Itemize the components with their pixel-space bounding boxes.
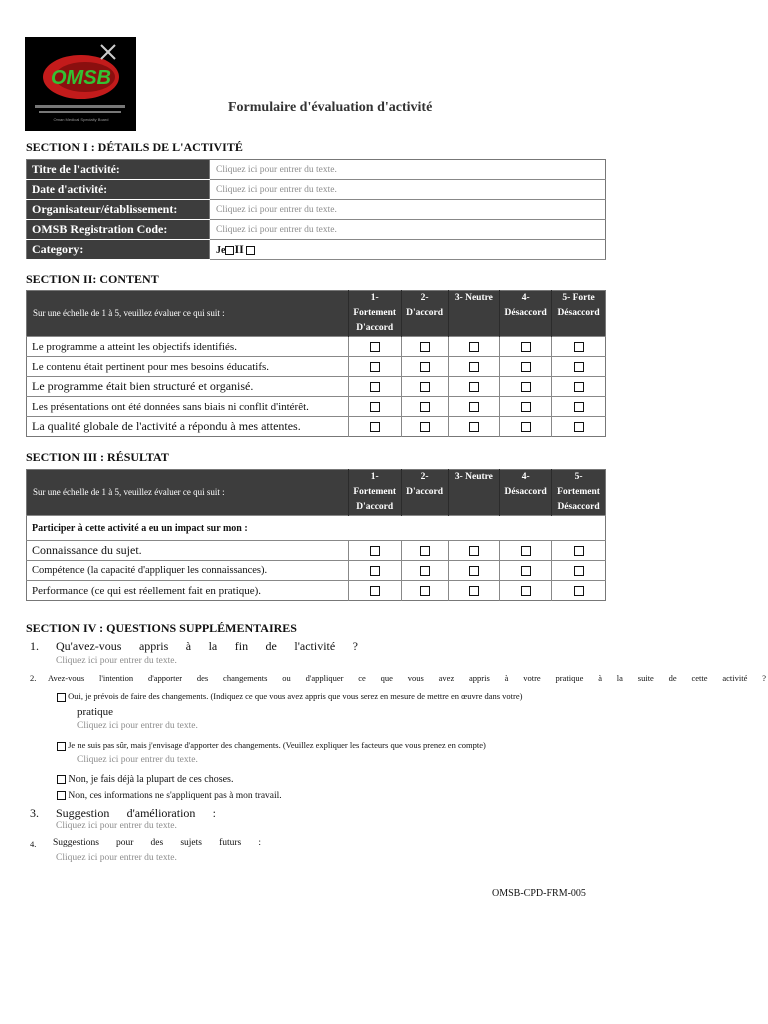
option-not-applicable-label: Non, ces informations ne s'appliquent pas à mon travail. [68,791,282,801]
rating-checkbox[interactable] [420,402,430,412]
question-1-number: 1. [30,639,39,653]
content-row [27,377,606,397]
outcome-item: Connaissance du sujet. [27,541,349,561]
label-organizer: Organisateur/établissement: [27,200,210,220]
label-date: Date d'activité: [27,180,210,200]
outcome-row [27,561,606,581]
outcome-intro: Sur une échelle de 1 à 5, veuillez évaluer ce qui suit : [27,470,349,516]
activity-details-table [26,159,606,260]
rating-checkbox[interactable] [469,566,479,576]
registration-code-field[interactable]: Cliquez ici pour entrer du texte. [210,220,606,240]
label-registration-code: OMSB Registration Code: [27,220,210,240]
option-yes-checkbox[interactable] [57,693,66,702]
rating-checkbox[interactable] [521,382,531,392]
rating-checkbox[interactable] [370,566,380,576]
rating-checkbox[interactable] [370,382,380,392]
col-2-header: 2- D'accord [401,470,448,516]
content-rating-table [26,290,606,437]
rating-checkbox[interactable] [574,546,584,556]
outcome-row [27,541,606,561]
rating-checkbox[interactable] [574,382,584,392]
question-3-number: 3. [30,806,39,820]
logo-graphic [25,37,136,131]
col-3-header: 3- Neutre [448,470,500,516]
organizer-field[interactable]: Cliquez ici pour entrer du texte. [210,200,606,220]
rating-checkbox[interactable] [420,382,430,392]
rating-checkbox[interactable] [420,342,430,352]
rating-checkbox[interactable] [469,546,479,556]
rating-checkbox[interactable] [521,402,531,412]
question-1-answer-field[interactable]: Cliquez ici pour entrer du texte. [56,656,177,666]
rating-checkbox[interactable] [574,342,584,352]
rating-checkbox[interactable] [420,546,430,556]
rating-checkbox[interactable] [469,422,479,432]
label-category: Category: [27,240,210,260]
option-unsure-answer-field[interactable]: Cliquez ici pour entrer du texte. [77,755,198,765]
rating-checkbox[interactable] [521,546,531,556]
content-row [27,357,606,377]
question-4-answer-field[interactable]: Cliquez ici pour entrer du texte. [56,853,177,863]
section-1-title: SECTION I : DÉTAILS DE L'ACTIVITÉ [26,140,243,154]
option-already-checkbox[interactable] [57,775,66,784]
col-5-header: 5- Fortement Désaccord [557,472,600,512]
col-3-header: 3- Neutre [448,291,500,337]
option-yes-answer-field[interactable]: Cliquez ici pour entrer du texte. [77,721,198,731]
option-already-label: Non, je fais déjà la plupart de ces choses. [68,774,234,785]
rating-checkbox[interactable] [420,422,430,432]
rating-checkbox[interactable] [574,402,584,412]
col-4-header: 4- Désaccord [500,291,552,337]
rating-checkbox[interactable] [469,362,479,372]
section-3-title: SECTION III : RÉSULTAT [26,450,169,464]
rating-checkbox[interactable] [370,362,380,372]
svg-text:Oman Medical Specialty Board: Oman Medical Specialty Board [53,117,109,122]
outcome-item: Performance (ce qui est réellement fait en pratique). [27,581,349,601]
content-row [27,397,606,417]
rating-checkbox[interactable] [574,586,584,596]
rating-checkbox[interactable] [521,422,531,432]
content-row [27,337,606,357]
col-5-header: 5- Forte Désaccord [557,293,600,318]
activity-date-field[interactable]: Cliquez ici pour entrer du texte. [210,180,606,200]
category-field[interactable] [210,240,606,260]
rating-checkbox[interactable] [469,342,479,352]
form-code: OMSB-CPD-FRM-005 [492,888,586,899]
question-4-text: Suggestions pour des sujets futurs : [53,838,261,848]
rating-checkbox[interactable] [420,566,430,576]
content-row [27,417,606,437]
rating-checkbox[interactable] [521,566,531,576]
rating-checkbox[interactable] [521,586,531,596]
category-checkbox-2[interactable] [246,246,255,255]
content-item: Les présentations ont été données sans biais ni conflit d'intérêt. [27,397,349,417]
rating-checkbox[interactable] [574,422,584,432]
rating-checkbox[interactable] [370,586,380,596]
rating-checkbox[interactable] [420,586,430,596]
logo-text: OMSB [51,67,111,89]
question-4-number: 4. [30,839,37,849]
option-unsure-label: Je ne suis pas sûr, mais j'envisage d'apporter des changements. (Veuillez expliquer les facteurs que vous prenez en compte) [68,740,486,750]
rating-checkbox[interactable] [574,566,584,576]
rating-checkbox[interactable] [521,342,531,352]
question-1-text: Qu'avez-vous appris à la fin de l'activité ? [56,639,358,653]
col-2-header: 2- D'accord [401,291,448,337]
section-4-title: SECTION IV : QUESTIONS SUPPLÉMENTAIRES [26,621,297,635]
form-title: Formulaire d'évaluation d'activité [228,100,433,115]
content-intro: Sur une échelle de 1 à 5, veuillez évaluer ce qui suit : [27,291,349,337]
content-item: La qualité globale de l'activité a répondu à mes attentes. [27,417,349,437]
question-2-number: 2. [30,673,37,683]
col-4-header: 4- Désaccord [500,470,552,516]
rating-checkbox[interactable] [420,362,430,372]
label-title: Titre de l'activité: [27,160,210,180]
rating-checkbox[interactable] [574,362,584,372]
rating-checkbox[interactable] [521,362,531,372]
option-yes [57,691,522,702]
content-item: Le contenu était pertinent pour mes besoins éducatifs. [27,357,349,377]
option-not-applicable-checkbox[interactable] [57,791,66,800]
category-roman: II [234,242,244,256]
rating-checkbox[interactable] [469,382,479,392]
rating-checkbox[interactable] [370,342,380,352]
col-1-header: 1- Fortement D'accord [348,291,401,337]
section-2-title: SECTION II: CONTENT [26,272,159,286]
question-3-answer-field[interactable]: Cliquez ici pour entrer du texte. [56,821,177,831]
question-3-text: Suggestion d'amélioration : [56,806,216,820]
option-already [57,774,233,785]
rating-checkbox[interactable] [469,402,479,412]
rating-checkbox[interactable] [370,422,380,432]
content-item: Le programme a atteint les objectifs identifiés. [27,337,349,357]
option-unsure [57,740,486,751]
outcome-row [27,581,606,601]
content-item: Le programme était bien structuré et organisé. [27,377,349,397]
impact-subheading: Participer à cette activité a eu un impact sur mon : [27,516,606,541]
option-yes-continuation: pratique [77,706,114,718]
option-unsure-checkbox[interactable] [57,742,66,751]
outcome-item: Compétence (la capacité d'appliquer les connaissances). [27,561,349,581]
rating-checkbox[interactable] [370,402,380,412]
option-yes-label: Oui, je prévois de faire des changements. (Indiquez ce que vous avez appris que vous serez en mesure de mettre en œuvre dans votre) [68,691,523,701]
rating-checkbox[interactable] [370,546,380,556]
col-1-header: 1- Fortement D'accord [348,470,401,516]
activity-title-field[interactable]: Cliquez ici pour entrer du texte. [210,160,606,180]
outcome-rating-table [26,469,606,601]
rating-checkbox[interactable] [469,586,479,596]
category-je: Je [216,245,226,256]
option-not-applicable [57,791,282,801]
omsb-logo [25,37,136,131]
question-2-text: Avez-vous l'intention d'apporter des changements ou d'appliquer ce que vous avez appris à votre pratique à la suite de cette activité ? [48,673,766,683]
